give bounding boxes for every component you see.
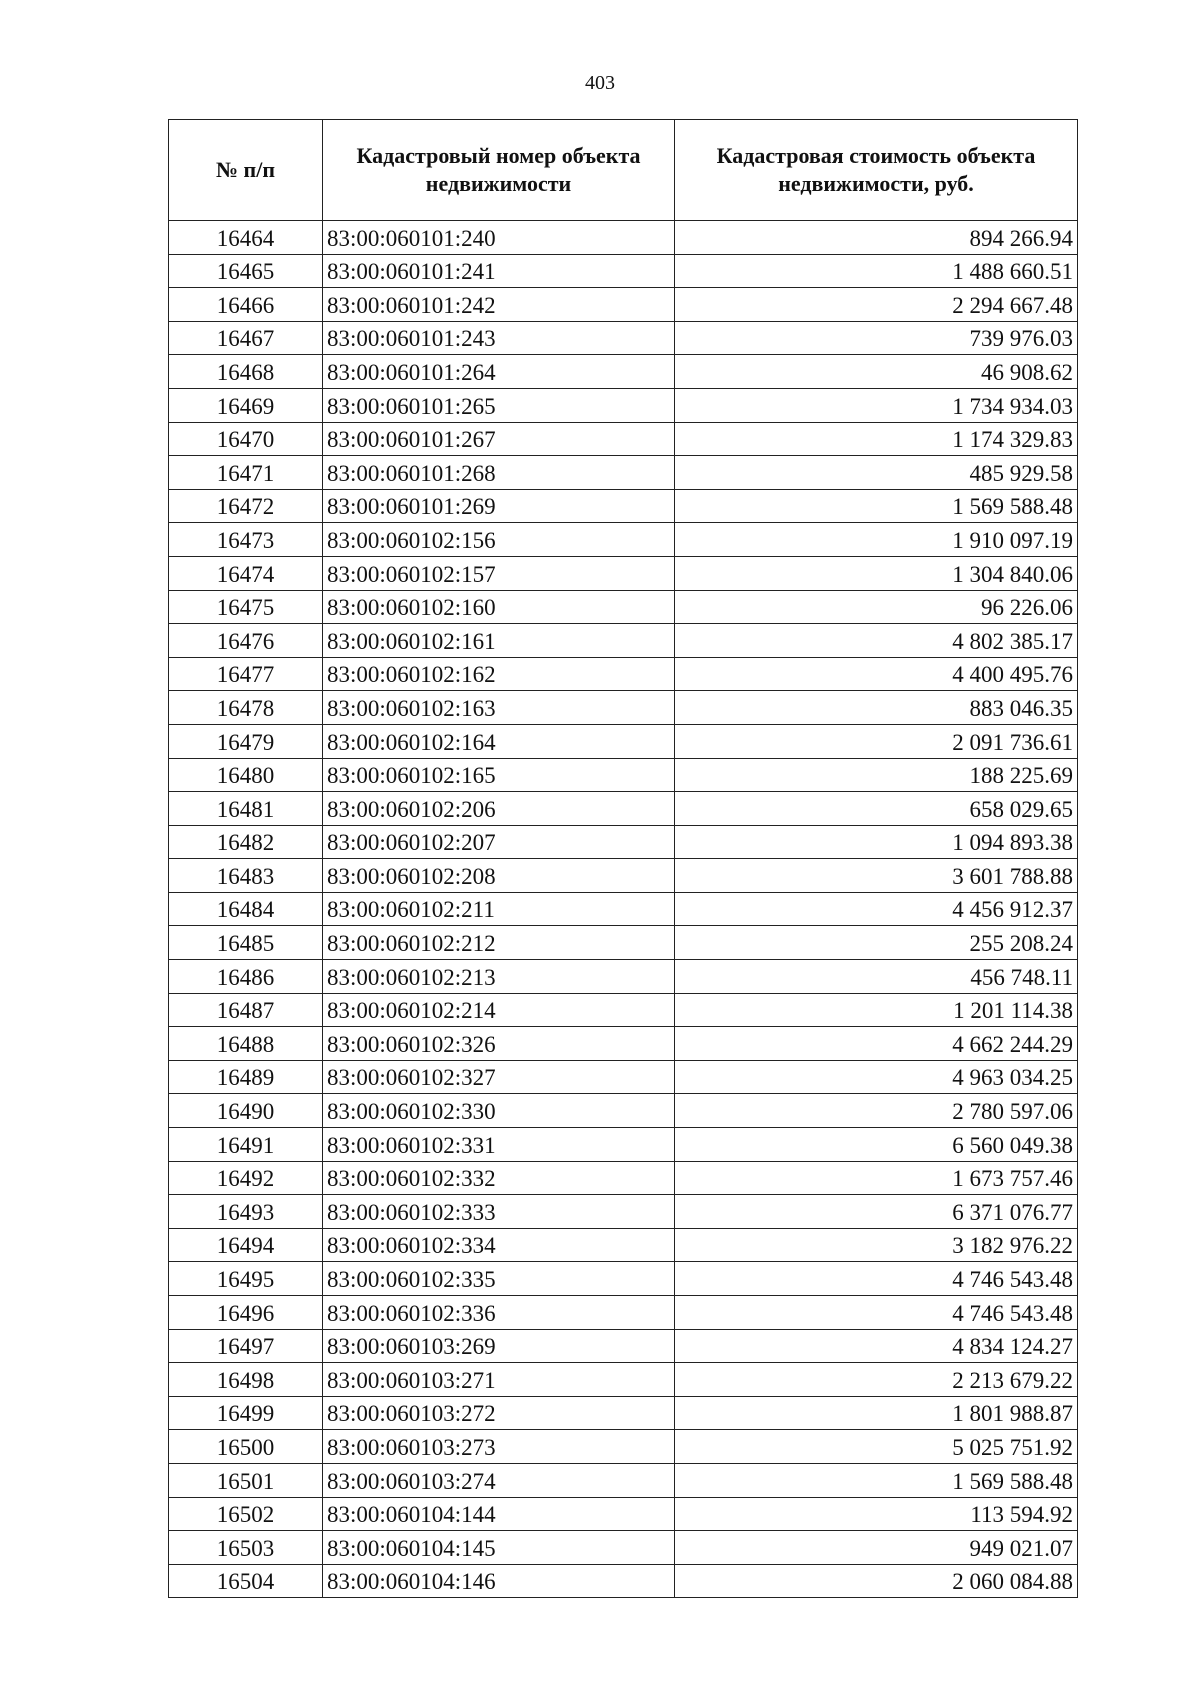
cadastral-number-cell: 83:00:060102:161 — [323, 624, 675, 658]
row-number-cell: 16483 — [169, 859, 323, 893]
row-number-cell: 16492 — [169, 1161, 323, 1195]
table-row — [169, 254, 1078, 288]
row-number-cell: 16472 — [169, 489, 323, 523]
cadastral-value-cell: 2 091 736.61 — [675, 724, 1078, 758]
cadastral-number-cell: 83:00:060102:157 — [323, 556, 675, 590]
row-number-cell: 16476 — [169, 624, 323, 658]
row-number-cell: 16482 — [169, 825, 323, 859]
cadastral-number-cell: 83:00:060101:264 — [323, 355, 675, 389]
cadastral-value-cell: 46 908.62 — [675, 355, 1078, 389]
table-row — [169, 1161, 1078, 1195]
row-number-cell: 16478 — [169, 691, 323, 725]
table-row — [169, 960, 1078, 994]
table-row — [169, 1463, 1078, 1497]
cadastral-value-cell: 4 802 385.17 — [675, 624, 1078, 658]
table-row — [169, 1195, 1078, 1229]
row-number-cell: 16469 — [169, 388, 323, 422]
cadastral-number-cell: 83:00:060101:268 — [323, 456, 675, 490]
row-number-cell: 16489 — [169, 1060, 323, 1094]
cadastral-value-cell: 1 801 988.87 — [675, 1396, 1078, 1430]
row-number-cell: 16502 — [169, 1497, 323, 1531]
table-row — [169, 657, 1078, 691]
cadastral-number-cell: 83:00:060102:208 — [323, 859, 675, 893]
cadastral-number-cell: 83:00:060101:243 — [323, 321, 675, 355]
cadastral-value-cell: 4 746 543.48 — [675, 1262, 1078, 1296]
cadastral-number-cell: 83:00:060103:269 — [323, 1329, 675, 1363]
row-number-cell: 16484 — [169, 892, 323, 926]
cadastral-number-cell: 83:00:060102:206 — [323, 792, 675, 826]
row-number-cell: 16466 — [169, 288, 323, 322]
header-row-number: № п/п — [169, 120, 323, 221]
row-number-cell: 16491 — [169, 1128, 323, 1162]
cadastral-value-cell: 96 226.06 — [675, 590, 1078, 624]
table-row — [169, 1329, 1078, 1363]
table-row — [169, 523, 1078, 557]
table-row — [169, 1363, 1078, 1397]
page-number: 403 — [585, 72, 615, 94]
row-number-cell: 16479 — [169, 724, 323, 758]
table-row — [169, 859, 1078, 893]
cadastral-value-cell: 6 560 049.38 — [675, 1128, 1078, 1162]
cadastral-value-cell: 456 748.11 — [675, 960, 1078, 994]
cadastral-number-cell: 83:00:060104:146 — [323, 1564, 675, 1598]
cadastral-value-cell: 4 456 912.37 — [675, 892, 1078, 926]
cadastral-value-cell: 188 225.69 — [675, 758, 1078, 792]
row-number-cell: 16497 — [169, 1329, 323, 1363]
table-row — [169, 1228, 1078, 1262]
cadastral-number-cell: 83:00:060103:274 — [323, 1463, 675, 1497]
table-row — [169, 1497, 1078, 1531]
cadastral-value-cell: 6 371 076.77 — [675, 1195, 1078, 1229]
table-row — [169, 1128, 1078, 1162]
cadastral-number-cell: 83:00:060102:163 — [323, 691, 675, 725]
table-row — [169, 1396, 1078, 1430]
table-row — [169, 892, 1078, 926]
cadastral-number-cell: 83:00:060102:207 — [323, 825, 675, 859]
table-row — [169, 590, 1078, 624]
row-number-cell: 16498 — [169, 1363, 323, 1397]
row-number-cell: 16503 — [169, 1531, 323, 1565]
table-row — [169, 388, 1078, 422]
cadastral-number-cell: 83:00:060103:271 — [323, 1363, 675, 1397]
cadastral-value-cell: 1 094 893.38 — [675, 825, 1078, 859]
cadastral-number-cell: 83:00:060103:273 — [323, 1430, 675, 1464]
cadastral-value-cell: 485 929.58 — [675, 456, 1078, 490]
cadastral-value-cell: 1 304 840.06 — [675, 556, 1078, 590]
cadastral-value-cell: 1 910 097.19 — [675, 523, 1078, 557]
cadastral-number-cell: 83:00:060103:272 — [323, 1396, 675, 1430]
cadastral-value-cell: 3 601 788.88 — [675, 859, 1078, 893]
cadastral-value-cell: 4 662 244.29 — [675, 1027, 1078, 1061]
cadastral-number-cell: 83:00:060101:265 — [323, 388, 675, 422]
cadastral-value-cell: 2 294 667.48 — [675, 288, 1078, 322]
row-number-cell: 16494 — [169, 1228, 323, 1262]
cadastral-number-cell: 83:00:060102:212 — [323, 926, 675, 960]
row-number-cell: 16493 — [169, 1195, 323, 1229]
cadastral-number-cell: 83:00:060102:332 — [323, 1161, 675, 1195]
table-row — [169, 1296, 1078, 1330]
table-row — [169, 926, 1078, 960]
cadastral-number-cell: 83:00:060102:214 — [323, 993, 675, 1027]
row-number-cell: 16485 — [169, 926, 323, 960]
cadastral-number-cell: 83:00:060101:242 — [323, 288, 675, 322]
cadastral-value-cell: 113 594.92 — [675, 1497, 1078, 1531]
cadastral-value-cell: 4 963 034.25 — [675, 1060, 1078, 1094]
row-number-cell: 16471 — [169, 456, 323, 490]
row-number-cell: 16475 — [169, 590, 323, 624]
row-number-cell: 16473 — [169, 523, 323, 557]
table-row — [169, 1060, 1078, 1094]
table-row — [169, 321, 1078, 355]
table-row — [169, 1564, 1078, 1598]
cadastral-value-cell: 2 780 597.06 — [675, 1094, 1078, 1128]
row-number-cell: 16480 — [169, 758, 323, 792]
cadastral-value-cell: 1 734 934.03 — [675, 388, 1078, 422]
table-row — [169, 1531, 1078, 1565]
cadastral-value-cell: 255 208.24 — [675, 926, 1078, 960]
cadastral-number-cell: 83:00:060102:330 — [323, 1094, 675, 1128]
table-row — [169, 1262, 1078, 1296]
cadastral-value-cell: 5 025 751.92 — [675, 1430, 1078, 1464]
cadastral-value-cell: 2 060 084.88 — [675, 1564, 1078, 1598]
cadastral-value-cell: 658 029.65 — [675, 792, 1078, 826]
table-row — [169, 993, 1078, 1027]
table-row — [169, 1430, 1078, 1464]
table-row — [169, 624, 1078, 658]
cadastral-number-cell: 83:00:060102:165 — [323, 758, 675, 792]
cadastral-number-cell: 83:00:060102:336 — [323, 1296, 675, 1330]
cadastral-value-cell: 883 046.35 — [675, 691, 1078, 725]
cadastral-value-cell: 3 182 976.22 — [675, 1228, 1078, 1262]
table-row — [169, 724, 1078, 758]
cadastral-value-cell: 1 488 660.51 — [675, 254, 1078, 288]
row-number-cell: 16488 — [169, 1027, 323, 1061]
cadastral-number-cell: 83:00:060102:331 — [323, 1128, 675, 1162]
cadastral-value-cell: 1 201 114.38 — [675, 993, 1078, 1027]
header-cadastral-number: Кадастровый номер объекта недвижимости — [323, 120, 675, 221]
cadastral-value-cell: 4 400 495.76 — [675, 657, 1078, 691]
row-number-cell: 16465 — [169, 254, 323, 288]
row-number-cell: 16486 — [169, 960, 323, 994]
cadastral-value-cell: 739 976.03 — [675, 321, 1078, 355]
cadastral-value-table — [168, 119, 1078, 1598]
cadastral-number-cell: 83:00:060102:333 — [323, 1195, 675, 1229]
cadastral-value-cell: 1 569 588.48 — [675, 489, 1078, 523]
row-number-cell: 16496 — [169, 1296, 323, 1330]
cadastral-number-cell: 83:00:060102:156 — [323, 523, 675, 557]
table-header-row — [169, 120, 1078, 221]
cadastral-value-cell: 1 569 588.48 — [675, 1463, 1078, 1497]
cadastral-number-cell: 83:00:060101:240 — [323, 221, 675, 255]
cadastral-number-cell: 83:00:060102:213 — [323, 960, 675, 994]
cadastral-number-cell: 83:00:060102:334 — [323, 1228, 675, 1262]
row-number-cell: 16501 — [169, 1463, 323, 1497]
row-number-cell: 16467 — [169, 321, 323, 355]
cadastral-number-cell: 83:00:060102:211 — [323, 892, 675, 926]
header-cadastral-value: Кадастровая стоимость объекта недвижимости, руб. — [675, 120, 1078, 221]
table-row — [169, 489, 1078, 523]
table-row — [169, 825, 1078, 859]
row-number-cell: 16504 — [169, 1564, 323, 1598]
table-row — [169, 1094, 1078, 1128]
cadastral-value-cell: 4 746 543.48 — [675, 1296, 1078, 1330]
table-row — [169, 355, 1078, 389]
table-row — [169, 456, 1078, 490]
table-row — [169, 221, 1078, 255]
cadastral-number-cell: 83:00:060101:269 — [323, 489, 675, 523]
row-number-cell: 16474 — [169, 556, 323, 590]
cadastral-number-cell: 83:00:060102:164 — [323, 724, 675, 758]
row-number-cell: 16464 — [169, 221, 323, 255]
row-number-cell: 16499 — [169, 1396, 323, 1430]
row-number-cell: 16468 — [169, 355, 323, 389]
table-row — [169, 422, 1078, 456]
cadastral-value-cell: 1 673 757.46 — [675, 1161, 1078, 1195]
cadastral-number-cell: 83:00:060104:144 — [323, 1497, 675, 1531]
row-number-cell: 16487 — [169, 993, 323, 1027]
table-row — [169, 691, 1078, 725]
cadastral-number-cell: 83:00:060102:160 — [323, 590, 675, 624]
cadastral-number-cell: 83:00:060101:267 — [323, 422, 675, 456]
row-number-cell: 16477 — [169, 657, 323, 691]
cadastral-number-cell: 83:00:060102:335 — [323, 1262, 675, 1296]
table-row — [169, 1027, 1078, 1061]
cadastral-value-cell: 894 266.94 — [675, 221, 1078, 255]
row-number-cell: 16500 — [169, 1430, 323, 1464]
row-number-cell: 16481 — [169, 792, 323, 826]
row-number-cell: 16495 — [169, 1262, 323, 1296]
row-number-cell: 16470 — [169, 422, 323, 456]
cadastral-value-cell: 4 834 124.27 — [675, 1329, 1078, 1363]
table-row — [169, 758, 1078, 792]
table-body — [169, 221, 1078, 1598]
table-row — [169, 792, 1078, 826]
cadastral-value-cell: 1 174 329.83 — [675, 422, 1078, 456]
table-row — [169, 288, 1078, 322]
cadastral-value-cell: 949 021.07 — [675, 1531, 1078, 1565]
row-number-cell: 16490 — [169, 1094, 323, 1128]
cadastral-value-cell: 2 213 679.22 — [675, 1363, 1078, 1397]
cadastral-number-cell: 83:00:060102:327 — [323, 1060, 675, 1094]
cadastral-number-cell: 83:00:060101:241 — [323, 254, 675, 288]
cadastral-number-cell: 83:00:060102:326 — [323, 1027, 675, 1061]
cadastral-number-cell: 83:00:060104:145 — [323, 1531, 675, 1565]
table-row — [169, 556, 1078, 590]
cadastral-number-cell: 83:00:060102:162 — [323, 657, 675, 691]
